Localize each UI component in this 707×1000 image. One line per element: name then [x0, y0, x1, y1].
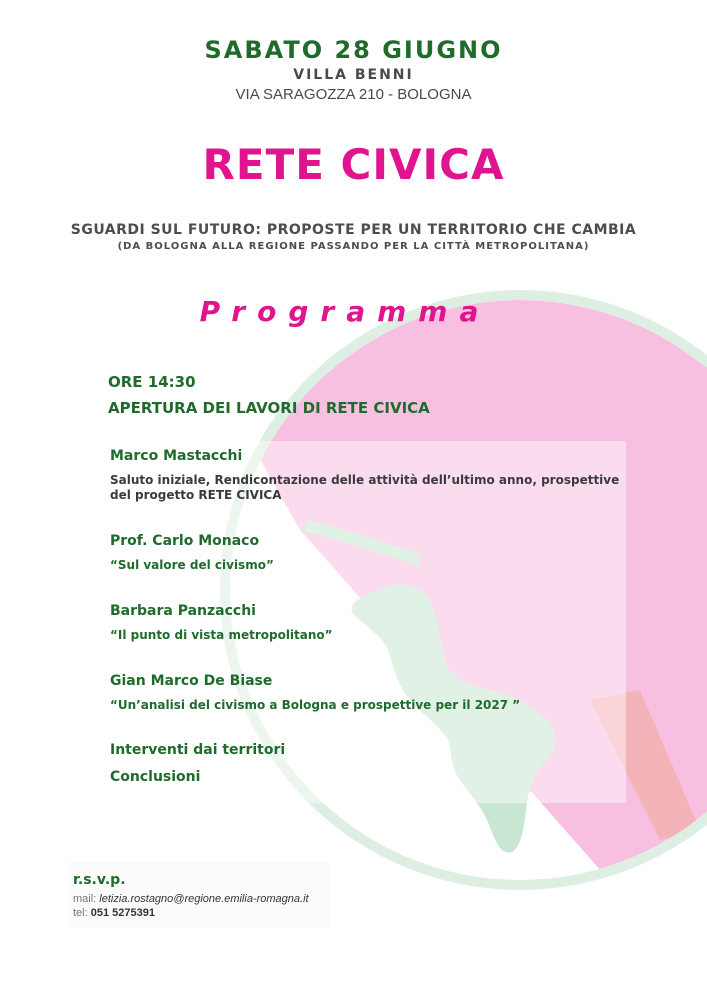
- opening-label: APERTURA DEI LAVORI DI RETE CIVICA: [108, 399, 430, 417]
- opening-time: ORE 14:30: [108, 373, 196, 391]
- mail-link[interactable]: letizia.rostagno@regione.emilia-romagna.it: [99, 893, 309, 905]
- interventions-item: Interventi dai territori: [110, 742, 286, 758]
- speaker-name: Prof. Carlo Monaco: [110, 533, 260, 549]
- programma-heading: Programma: [199, 295, 491, 328]
- talk-title: “Un’analisi del civismo a Bologna e prospettive per il 2027 ”: [110, 698, 521, 712]
- tel-label: tel:: [73, 907, 88, 919]
- event-address: VIA SARAGOZZA 210 - BOLOGNA: [235, 86, 472, 103]
- tel-number[interactable]: 051 5275391: [90, 907, 155, 919]
- talk-title: del progetto RETE CIVICA: [110, 488, 282, 502]
- conclusions-item: Conclusioni: [110, 769, 201, 785]
- talk-title: “Sul valore del civismo”: [110, 558, 274, 572]
- speaker-name: Gian Marco De Biase: [110, 673, 273, 689]
- event-date: SABATO 28 GIUGNO: [204, 36, 503, 64]
- rsvp-title: r.s.v.p.: [73, 872, 126, 888]
- event-venue: VILLA BENNI: [293, 67, 414, 83]
- rsvp-tel: [73, 907, 155, 919]
- talk-title: “Il punto di vista metropolitano”: [110, 628, 333, 642]
- event-subtitle-note: (DA BOLOGNA ALLA REGIONE PASSANDO PER LA CITTÀ METROPOLITANA): [117, 241, 590, 252]
- speaker-name: Marco Mastacchi: [110, 448, 243, 464]
- speaker-name: Barbara Panzacchi: [110, 603, 256, 619]
- page-title: RETE CIVICA: [202, 140, 505, 189]
- event-subtitle: SGUARDI SUL FUTURO: PROPOSTE PER UN TERRITORIO CHE CAMBIA: [70, 222, 637, 238]
- rsvp-mail: [73, 893, 309, 905]
- mail-label: mail:: [73, 893, 97, 905]
- talk-title: Saluto iniziale, Rendicontazione delle attività dell’ultimo anno, prospettive: [110, 473, 620, 487]
